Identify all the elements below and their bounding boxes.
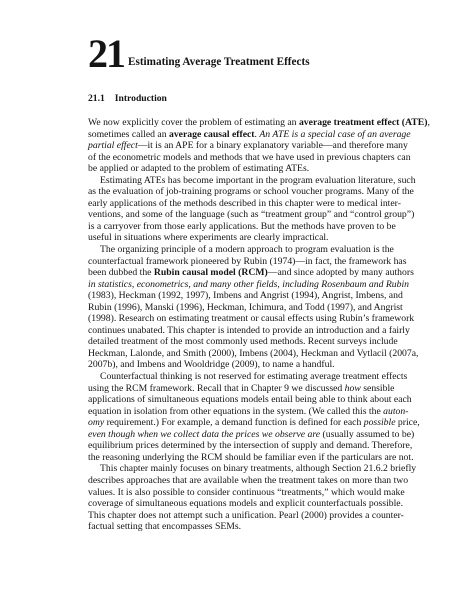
section-heading — [88, 93, 167, 104]
text-line — [88, 359, 375, 371]
text-line — [88, 290, 403, 302]
italic-text: how — [344, 382, 361, 394]
italic-text: even though when we collect data the prices we observe are — [88, 428, 321, 440]
text-segment: The organizing principle of a modern approach to program evaluation is the — [100, 244, 394, 256]
text-line — [88, 301, 403, 314]
text-line — [88, 232, 375, 244]
text-line — [88, 128, 411, 141]
text-line — [88, 382, 395, 395]
text-segment: equation in isolation from other equations in the system. (We called this the — [88, 405, 384, 417]
text-line — [88, 197, 401, 210]
text-line — [88, 428, 415, 441]
text-line — [88, 220, 396, 233]
text-segment: . — [254, 128, 260, 140]
text-segment: is a carryover from those early applications. But the methods have proven to be — [88, 220, 396, 232]
text-segment: of the econometric models and methods that we have used in previous chapters can — [88, 151, 411, 163]
text-segment: 2007b), and Imbens and Wooldridge (2009), to name a handful. — [88, 359, 335, 371]
text-segment: price, — [395, 417, 420, 429]
italic-text: in statistics, econometrics, and many other fields, including Rosenbaum and Rubin — [88, 278, 409, 290]
text-segment: This chapter mainly focuses on binary treatments, although Section 21.6.2 briefly — [100, 463, 417, 475]
text-segment: useful in situations where experiments are clearly impractical. — [88, 232, 329, 244]
text-line — [88, 244, 394, 256]
text-segment: Heckman, Lalonde, and Smith (2000), Imbens (2004), Heckman and Vytlacil (2007a, — [88, 347, 419, 359]
text-segment: —it is an APE for a binary explanatory variable—and therefore many — [137, 140, 408, 152]
chapter-header — [88, 31, 310, 76]
text-segment: values. It is also possible to consider continuous “treatments,” which would make — [88, 486, 405, 498]
text-line — [88, 174, 416, 187]
text-line — [88, 278, 409, 291]
italic-text: An ATE is a special case of an average — [259, 128, 411, 140]
text-segment: counterfactual framework pioneered by Rubin (1974)—in fact, the framework has — [88, 255, 407, 267]
text-segment: detailed treatment of the most commonly used methods. Recent surveys include — [88, 336, 398, 348]
section-title: Introduction — [114, 93, 167, 104]
text-segment: applications of simultaneous equations models entail being able to think about each — [88, 394, 412, 406]
text-line — [88, 521, 375, 533]
text-line — [88, 140, 408, 152]
text-segment: Rubin (1996), Manski (1996), Heckman, Ichimura, and Todd (1997), and Angrist — [88, 301, 403, 313]
text-segment: (1998). Research on estimating treatment or causal effects using Rubin’s framework — [88, 313, 415, 325]
text-line — [88, 267, 414, 279]
paragraph — [88, 463, 417, 533]
text-line — [88, 417, 420, 429]
text-segment: (usually assumed to be) — [320, 428, 415, 440]
text-segment: been dubbed the — [88, 267, 154, 279]
body-text — [88, 117, 430, 533]
text-line — [88, 440, 413, 452]
text-line — [88, 486, 405, 499]
text-segment: be applied or adapted to the problem of estimating ATEs. — [88, 163, 310, 175]
text-line — [88, 463, 417, 475]
text-segment: (1983), Heckman (1992, 1997), Imbens and Angrist (1994), Angrist, Imbens, and — [88, 290, 403, 302]
bold-term: average treatment effect (ATE) — [298, 117, 428, 128]
text-segment: Counterfactual thinking is not reserved for estimating average treatment effects — [100, 371, 408, 383]
italic-text: omy — [88, 417, 105, 429]
text-line — [88, 336, 398, 348]
text-segment: This chapter does not attempt such a unification. Pearl (2000) provides a counter- — [88, 509, 404, 521]
paragraph — [88, 117, 430, 175]
text-line — [88, 209, 415, 221]
text-line — [88, 324, 410, 337]
italic-text: auton- — [383, 405, 409, 417]
text-line — [88, 498, 404, 510]
paragraph — [88, 244, 419, 371]
italic-text: partial effect — [88, 140, 138, 152]
bold-term: average causal effect — [168, 128, 255, 140]
text-segment: We now explicitly cover the problem of estimating an — [88, 117, 299, 128]
text-segment: factual setting that encompasses SEMs. — [88, 521, 242, 533]
paragraph — [88, 174, 416, 244]
text-segment: requirement.) For example, a demand function is defined for each — [104, 417, 364, 429]
italic-text: possible — [363, 417, 396, 429]
text-segment: early applications of the methods described in this chapter were to medical inter- — [88, 197, 401, 209]
chapter-title: Estimating Average Treatment Effects — [128, 56, 310, 68]
text-segment: describes approaches that are available when the treatment takes on more than two — [88, 474, 409, 486]
text-segment: as the evaluation of job-training programs or school voucher programs. Many of the — [88, 186, 414, 198]
text-segment: equilibrium prices determined by the intersection of supply and demand. Therefore, — [88, 440, 413, 452]
text-line — [88, 394, 412, 406]
text-segment: sensible — [360, 382, 395, 394]
text-segment: coverage of simultaneous equations models and explicit counterfactuals possible. — [88, 498, 404, 510]
bold-term: Rubin causal model (RCM) — [153, 267, 268, 279]
text-line — [88, 509, 404, 522]
text-segment: sometimes called an — [88, 128, 169, 140]
text-segment: Estimating ATEs has become important in the program evaluation literature, such — [100, 174, 416, 186]
section-number: 21.1 — [88, 93, 105, 104]
paragraph — [88, 371, 420, 463]
chapter-number: 21 — [88, 31, 124, 76]
text-line — [88, 405, 409, 418]
text-line — [88, 347, 419, 360]
text-segment: the reasoning underlying the RCM should be familiar even if the particulars are not. — [88, 451, 414, 463]
text-line — [88, 163, 375, 175]
text-line — [88, 451, 414, 464]
text-segment: , — [427, 117, 430, 128]
text-line — [88, 186, 414, 198]
text-line — [88, 151, 411, 164]
text-line — [88, 255, 407, 268]
text-line — [88, 313, 415, 325]
text-segment: —and since adopted by many authors — [267, 267, 414, 279]
text-segment: continues unabated. This chapter is intended to provide an introduction and a fairly — [88, 324, 410, 336]
text-segment: using the RCM framework. Recall that in Chapter 9 we discussed — [88, 382, 345, 394]
text-segment: ventions, and some of the language (such as “treatment group” and “control group”) — [88, 209, 415, 221]
text-line — [88, 371, 408, 383]
text-line — [88, 474, 409, 487]
text-line — [88, 117, 430, 129]
